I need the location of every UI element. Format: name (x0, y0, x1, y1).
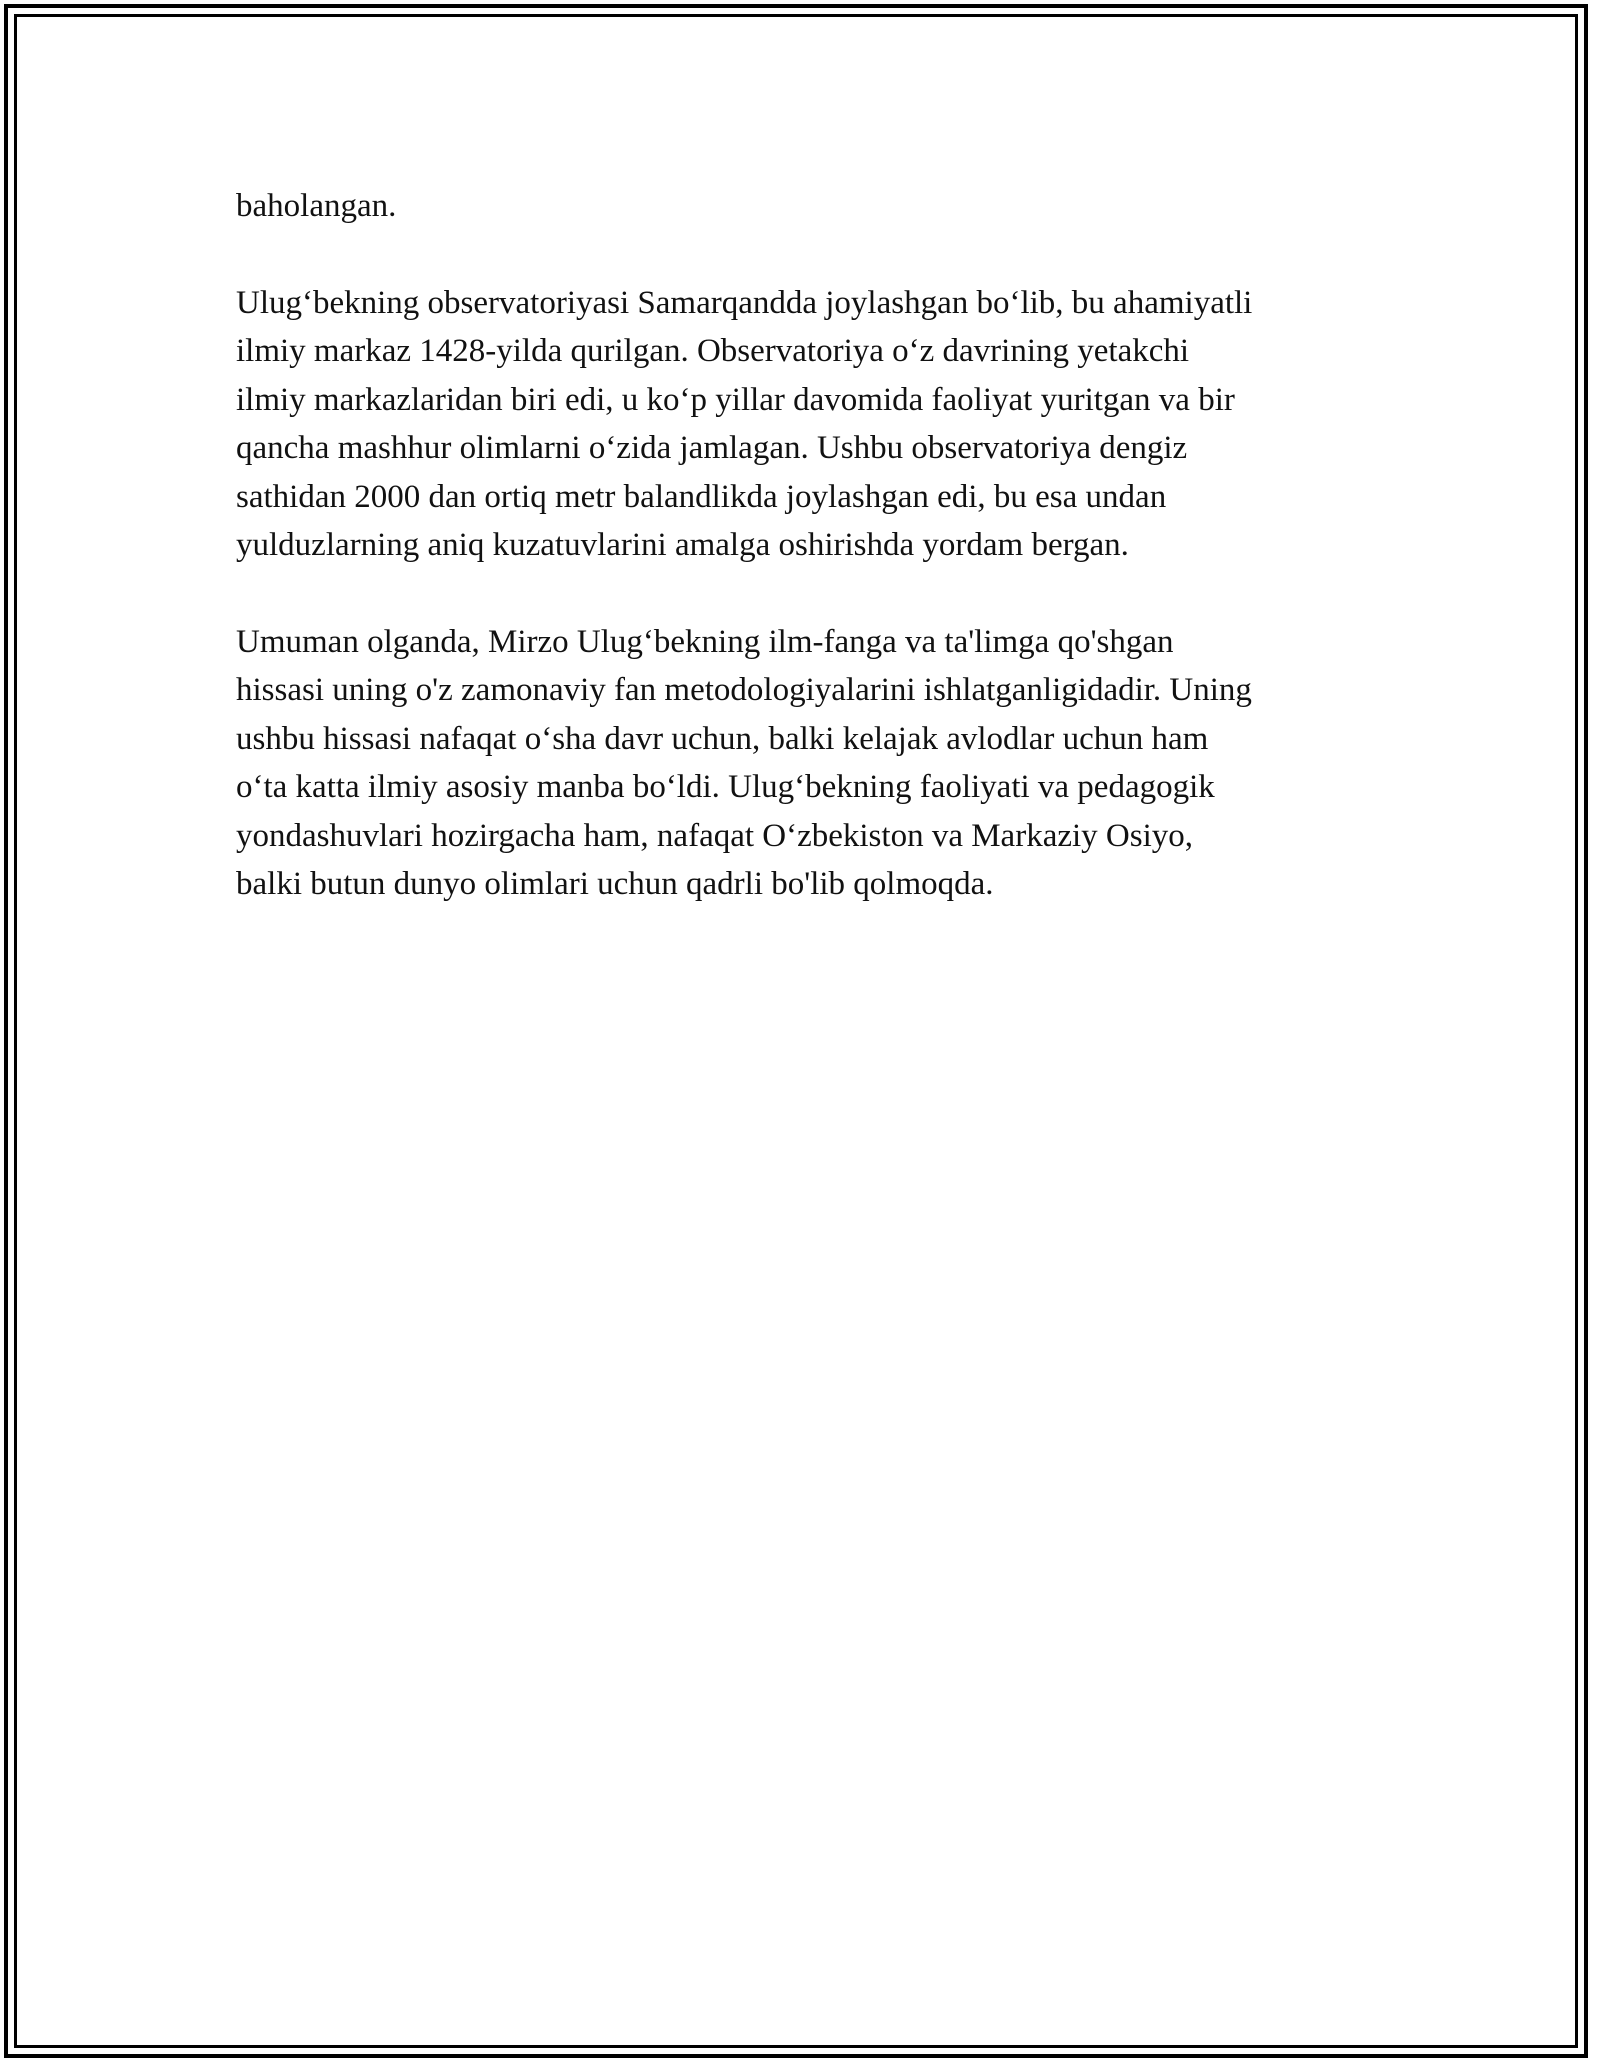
text-line: Ulug‘bekning observatoriyasi Samarqandda joylashgan bo‘lib, bu ahamiyatli (236, 284, 1253, 321)
text-line: ilmiy markazlaridan biri edi, u ko‘p yillar davomida faoliyat yuritgan va bir (236, 381, 1235, 418)
paragraph-1 (236, 182, 1396, 231)
text-line: ushbu hissasi nafaqat o‘sha davr uchun, balki kelajak avlodlar uchun ham (236, 720, 1209, 757)
text-line: yondashuvlari hozirgacha ham, nafaqat O‘zbekiston va Markaziy Osiyo, (236, 817, 1193, 854)
text-line: o‘ta katta ilmiy asosiy manba bo‘ldi. Ulug‘bekning faoliyati va pedagogik (236, 769, 1215, 805)
text-line: ilmiy markaz 1428-yilda qurilgan. Observatoriya o‘z davrining yetakchi (236, 333, 1190, 369)
page-content (236, 182, 1396, 957)
text-line: balki butun dunyo olimlari uchun qadrli bo'lib qolmoqda. (236, 866, 994, 902)
text-line: baholangan. (236, 188, 397, 224)
paragraph-3 (236, 618, 1396, 909)
text-line: yulduzlarning aniq kuzatuvlarini amalga oshirishda yordam bergan. (236, 527, 1129, 563)
text-line: Umuman olganda, Mirzo Ulug‘bekning ilm-fanga va ta'limga qo'shgan (236, 623, 1174, 660)
text-line: hissasi uning o'z zamonaviy fan metodologiyalarini ishlatganligidadir. Uning (236, 672, 1252, 708)
paragraph-2 (236, 279, 1396, 570)
text-line: qancha mashhur olimlarni o‘zida jamlagan. Ushbu observatoriya dengiz (236, 430, 1188, 466)
text-line: sathidan 2000 dan ortiq metr balandlikda joylashgan edi, bu esa undan (236, 478, 1167, 515)
